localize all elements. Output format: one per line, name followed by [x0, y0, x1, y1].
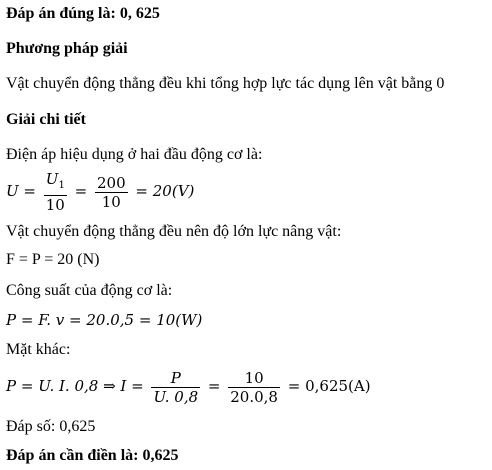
equation-voltage: [6, 170, 194, 214]
answer-heading: Đáp án đúng là: 0, 625: [6, 5, 160, 22]
eq4-rhs: = 0,625(A): [287, 377, 371, 395]
eq4-fraction-2: [228, 369, 280, 406]
step1-text: Điện áp hiệu dụng ở hai đầu động cơ là:: [6, 146, 263, 163]
eq1-fraction-2: [95, 174, 128, 211]
eq4-f2-num: 10: [244, 368, 264, 387]
step3-text: Công suất của động cơ là:: [6, 282, 173, 299]
eq1-rhs: = 20(V): [135, 182, 195, 200]
eq4-f1-den: U. 0,8: [153, 387, 199, 406]
final-result-text: Đáp số: 0,625: [6, 418, 96, 435]
eq1-f1-num-sub: 1: [58, 180, 65, 191]
eq4-eq-sign: =: [207, 377, 221, 395]
eq1-f2-num: 200: [97, 173, 126, 192]
equation-power: P = F. v = 20.0,5 = 10(W): [6, 311, 203, 329]
step2-text: Vật chuyển động thẳng đều nên độ lớn lực nâng vật:: [6, 223, 342, 240]
eq1-eq-sign: =: [74, 182, 88, 200]
eq1-fraction-1: [44, 170, 67, 214]
eq1-f1-num: U: [45, 170, 59, 188]
method-title: Phương pháp giải: [6, 40, 128, 57]
detail-title: Giải chi tiết: [6, 111, 86, 128]
step4-text: Mặt khác:: [6, 341, 71, 358]
eq4-lhs: P = U. I. 0,8 ⇒ I =: [6, 377, 144, 395]
final-answer: Đáp án cần điền là: 0,625: [6, 447, 179, 464]
eq4-f1-num: P: [170, 368, 181, 387]
eq1-f1-den: 10: [45, 196, 65, 214]
method-text: Vật chuyển động thẳng đều khi tổng hợp lực tác dụng lên vật bằng 0: [6, 75, 445, 92]
eq1-lhs: U =: [6, 182, 36, 200]
equation-current: [6, 364, 371, 408]
eq1-f2-den: 10: [95, 192, 128, 211]
equation-force: F = P = 20 (N): [6, 251, 100, 268]
eq4-f2-den: 20.0,8: [230, 387, 278, 406]
eq4-fraction-1: [151, 369, 200, 406]
